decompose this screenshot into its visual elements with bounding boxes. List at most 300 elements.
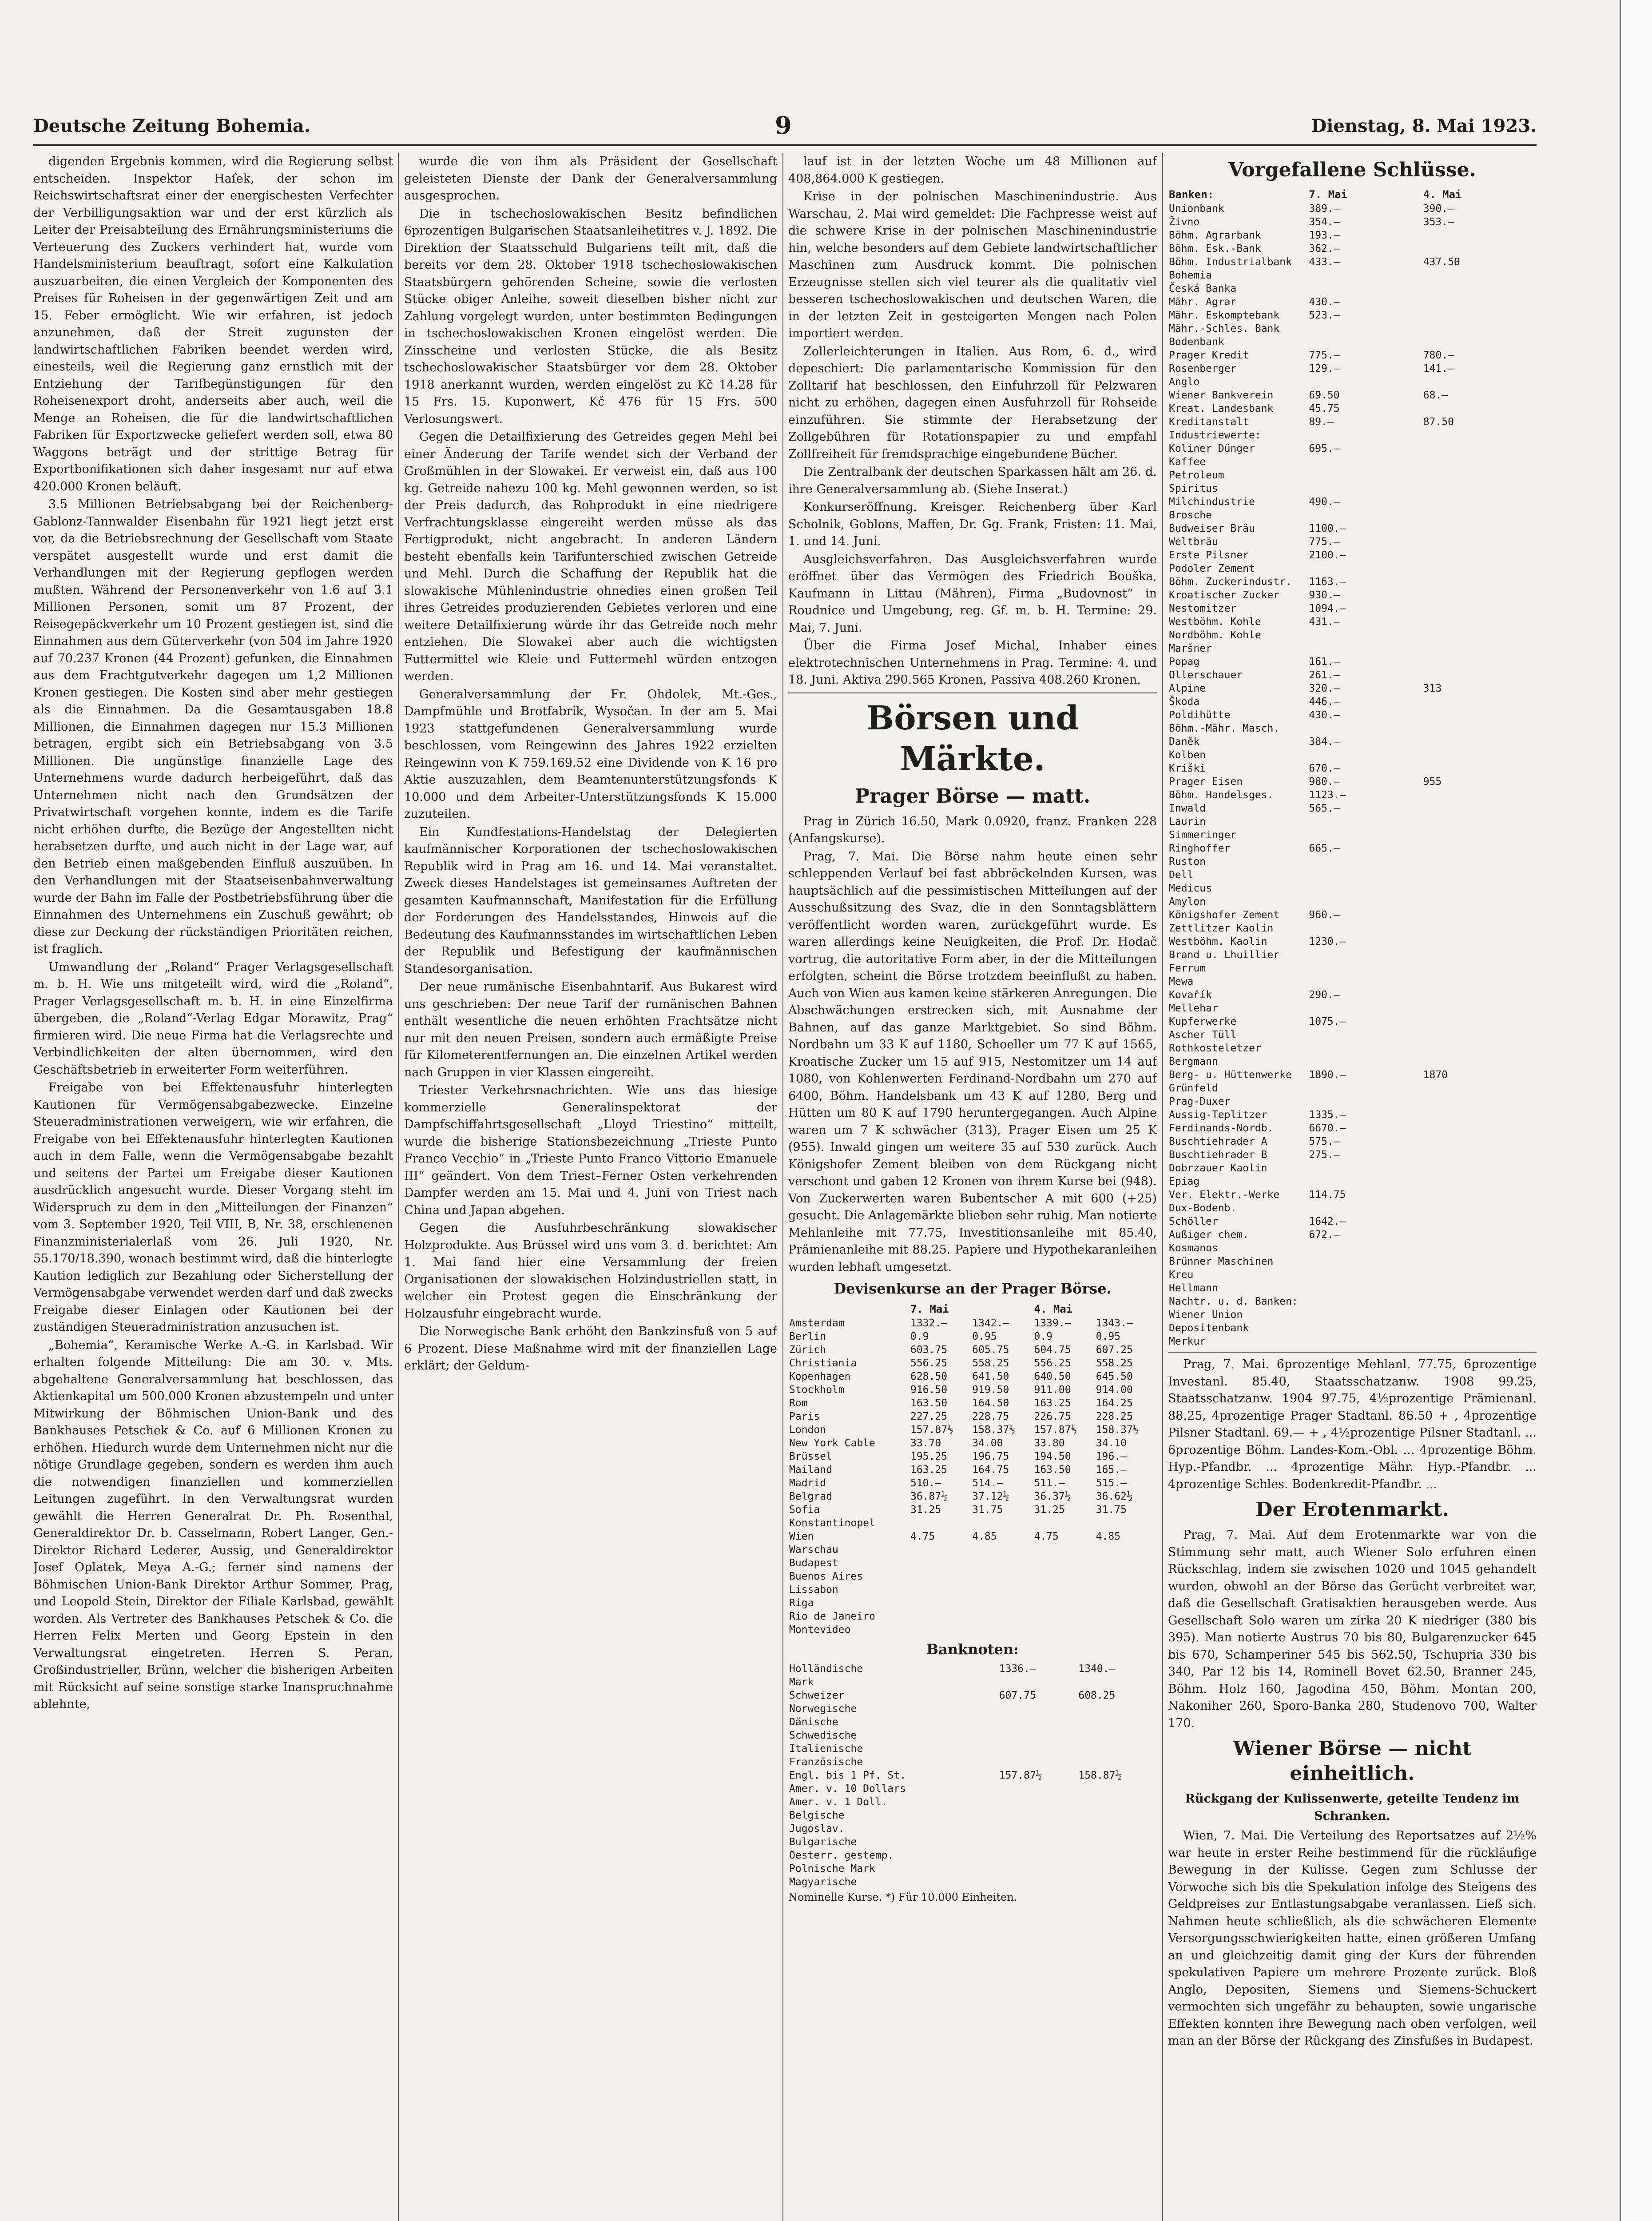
closing-row-value bbox=[1422, 1015, 1537, 1028]
closing-row-label: Prager Eisen bbox=[1169, 776, 1243, 788]
closing-row-value bbox=[1308, 322, 1422, 335]
closing-row-label: Königshofer Zement bbox=[1169, 909, 1280, 921]
closing-row bbox=[1168, 509, 1537, 522]
fx-row-label: Warschau bbox=[789, 1544, 838, 1556]
fx-row-label: Sofia bbox=[789, 1504, 820, 1516]
fx-row bbox=[788, 1530, 1157, 1543]
closing-row-value bbox=[1422, 1082, 1537, 1095]
exotics-report: Prag, 7. Mai. Auf dem Erotenmarkte war von die Stimmung sehr matt, auch Wiener Solo erfuhren einen Rückschlag, indem sie zwischen 1020 und 1045 gehandelt wurden, obwohl an der Börse das Gerücht verbreitet war, daß die Gesellschaft Gratisaktien herausgeben werde. Aus Gesellschaft Solo waren um zirka 20 K niedriger (380 bis 395). Man notierte Austrus 70 bis 80, Bulgarenzucker 645 bis 670, Schamperiner 545 bis 562.50, Tschupria 330 bis 340, Par 12 bis 14, Rominell Bovet 62.50, Branner 245, Böhm. Holz 160, Jagodina 450, Böhm. Montan 200, Nakoniher 260, Sporo-Banka 280, Studenovo 700, Walter 170. bbox=[1168, 1528, 1537, 1730]
banknote-row bbox=[788, 1822, 1157, 1835]
closing-row-label: Brünner Maschinen bbox=[1169, 1256, 1274, 1267]
closing-row-value: 955 bbox=[1423, 776, 1442, 788]
closing-row bbox=[1168, 415, 1537, 429]
closing-row-value bbox=[1422, 495, 1537, 509]
fx-row-value: 4.85 bbox=[1096, 1531, 1121, 1542]
closing-row-value bbox=[1308, 748, 1422, 762]
closing-row bbox=[1168, 629, 1537, 642]
banknote-row-value bbox=[998, 1755, 1078, 1769]
closing-row-value bbox=[1422, 309, 1537, 322]
fx-row-label: Riga bbox=[789, 1597, 814, 1609]
closing-row-value bbox=[1422, 988, 1537, 1002]
closing-row bbox=[1168, 495, 1537, 509]
banknote-row bbox=[788, 1862, 1157, 1875]
closing-row-value bbox=[1422, 762, 1537, 775]
closing-row-label: Škoda bbox=[1169, 696, 1200, 708]
fx-row-value bbox=[971, 1516, 1033, 1530]
banknote-row bbox=[788, 1689, 1157, 1702]
fx-row-value: 510.— bbox=[910, 1477, 941, 1489]
closing-row-value bbox=[1422, 1042, 1537, 1055]
banknote-row bbox=[788, 1809, 1157, 1822]
closing-row-value: 930.— bbox=[1309, 589, 1340, 601]
closing-row-label: Maršner bbox=[1169, 643, 1212, 654]
fx-row bbox=[788, 1556, 1157, 1570]
closing-row bbox=[1168, 1295, 1537, 1308]
banknote-row bbox=[788, 1716, 1157, 1729]
closing-row-value: 980.— bbox=[1309, 776, 1340, 788]
fx-row bbox=[788, 1410, 1157, 1423]
fx-row bbox=[788, 1463, 1157, 1477]
article-paragraph: Gegen die Ausfuhrbeschränkung slowakischer Holzprodukte. Aus Brüssel wird uns vom 3. d. berichtet: Am 1. Mai fand hier eine Versammlung der freien Organisationen der slowakischen Holzindustriellen statt, in welcher ein Protest gegen die Einschränkung der Holzausfuhr eingebracht wurde. bbox=[404, 1221, 777, 1321]
fx-row-value bbox=[909, 1583, 971, 1596]
closing-row-label: Ferdinands-Nordb. bbox=[1169, 1122, 1274, 1134]
fx-row-label: Budapest bbox=[789, 1557, 838, 1569]
banknote-row-value bbox=[1077, 1835, 1157, 1849]
fx-row bbox=[788, 1490, 1157, 1503]
closing-row-label: Kosmanos bbox=[1169, 1242, 1218, 1254]
closing-row-value bbox=[1422, 1095, 1537, 1108]
closing-row-label: Kupferwerke bbox=[1169, 1016, 1237, 1027]
closing-row-label: Rosenberger bbox=[1169, 363, 1237, 374]
banknotes-table bbox=[788, 1662, 1157, 1889]
closing-row-value bbox=[1422, 1028, 1537, 1042]
closing-row-value bbox=[1422, 522, 1537, 535]
closing-row-value bbox=[1422, 975, 1537, 988]
closing-row-label: Ruston bbox=[1169, 856, 1206, 868]
closing-row-value bbox=[1422, 882, 1537, 895]
closing-row-label: Kovařík bbox=[1169, 989, 1212, 1001]
column-2 bbox=[404, 153, 777, 2221]
closing-row-value: 670.— bbox=[1309, 763, 1340, 774]
closing-row bbox=[1168, 402, 1537, 415]
closing-row-value: 433.— bbox=[1309, 256, 1340, 268]
closing-row-value: 275.— bbox=[1309, 1149, 1340, 1161]
closing-row bbox=[1168, 389, 1537, 402]
fx-row-value: 628.50 bbox=[910, 1371, 948, 1382]
closing-row-value: 1230.— bbox=[1309, 936, 1346, 947]
fx-row-value: 556.25 bbox=[910, 1357, 948, 1369]
column-rule bbox=[398, 153, 399, 2221]
fx-row-value: 164.75 bbox=[972, 1464, 1009, 1476]
closing-row-value: 129.— bbox=[1309, 363, 1340, 374]
closing-row bbox=[1168, 922, 1537, 935]
closing-row-value: 446.— bbox=[1309, 696, 1340, 708]
closing-row bbox=[1168, 255, 1537, 269]
fx-row-value: 1343.— bbox=[1096, 1317, 1133, 1329]
closing-row-value: 290.— bbox=[1309, 989, 1340, 1001]
fx-row-value: 0.9 bbox=[1034, 1331, 1053, 1342]
fx-row-value: 196.75 bbox=[972, 1451, 1009, 1462]
closing-row bbox=[1168, 762, 1537, 775]
fx-row bbox=[788, 1596, 1157, 1610]
fx-row bbox=[788, 1583, 1157, 1596]
closing-row-label: Laurin bbox=[1169, 816, 1206, 828]
closing-row-value bbox=[1422, 442, 1537, 455]
article-paragraph: Umwandlung der „Roland“ Prager Verlagsgesellschaft m. b. H. Wie uns mitgeteilt wird, wird die „Roland“, Prager Verlagsgesellschaft m. b. H. in eine Einzelfirma übergeben, die „Roland“-Verlag Edgar Morawitz, Prag“ firmieren wird. Die neue Firma hat die Verlagsrechte und Verbindlichkeiten der alten übernommen, wird den Geschäftsbetrieb in erweiterter Form weiterführen. bbox=[33, 960, 393, 1077]
closing-row-label: Podoler Zement bbox=[1169, 563, 1255, 574]
fx-row-value: 163.50 bbox=[1034, 1464, 1071, 1476]
closing-row-value bbox=[1308, 895, 1422, 908]
closing-row-value: 430.— bbox=[1309, 709, 1340, 721]
fx-row-value: 514.— bbox=[972, 1477, 1003, 1489]
closing-row-label: Böhm. Esk.-Bank bbox=[1169, 243, 1261, 255]
banknote-row-label: Magyarische bbox=[789, 1876, 857, 1888]
closing-row-value bbox=[1308, 1055, 1422, 1068]
fx-row-value bbox=[971, 1556, 1033, 1570]
fx-row-value bbox=[1095, 1583, 1157, 1596]
banknote-row-value bbox=[1077, 1782, 1157, 1795]
closing-row bbox=[1168, 1082, 1537, 1095]
fx-row-value: 31.25 bbox=[1034, 1504, 1065, 1516]
closing-row-label: Prag-Duxer bbox=[1169, 1096, 1231, 1107]
closing-row-value bbox=[1422, 1122, 1537, 1135]
closing-row bbox=[1168, 788, 1537, 802]
fx-row-value: 607.25 bbox=[1096, 1344, 1133, 1356]
closing-row-value bbox=[1422, 695, 1537, 708]
fx-row-value: 31.25 bbox=[910, 1504, 941, 1516]
fx-heading: Devisenkurse an der Prager Börse. bbox=[834, 1280, 1112, 1297]
fx-row-value: 558.25 bbox=[972, 1357, 1009, 1369]
closing-row-label: Kreu bbox=[1169, 1269, 1194, 1281]
fx-row-value: 164.25 bbox=[1096, 1397, 1133, 1409]
closing-row-value bbox=[1422, 842, 1537, 855]
fx-row-value: 157.87½ bbox=[1034, 1424, 1077, 1436]
closing-row bbox=[1168, 1068, 1537, 1082]
closing-row-value bbox=[1422, 335, 1537, 349]
closing-row-label: Milchindustrie bbox=[1169, 496, 1255, 508]
closing-row bbox=[1168, 455, 1537, 469]
fx-row-value bbox=[1095, 1623, 1157, 1636]
banknote-row bbox=[788, 1795, 1157, 1809]
closing-row-value bbox=[1422, 429, 1537, 442]
banknote-row-label: Mark bbox=[789, 1676, 814, 1688]
closing-row bbox=[1168, 708, 1537, 722]
closing-row-value: 1335.— bbox=[1309, 1109, 1346, 1121]
closing-row-value bbox=[1308, 375, 1422, 389]
closing-row-value: 672.— bbox=[1309, 1229, 1340, 1241]
fx-row bbox=[788, 1423, 1157, 1437]
closing-row bbox=[1168, 828, 1537, 842]
closing-row-label: Amylon bbox=[1169, 896, 1206, 908]
closing-row bbox=[1168, 1042, 1537, 1055]
closing-row-value: 1163.— bbox=[1309, 576, 1346, 588]
banknote-row-value: 157.87½ bbox=[999, 1770, 1042, 1781]
closing-row-value bbox=[1422, 922, 1537, 935]
fx-row-value bbox=[909, 1516, 971, 1530]
column-rule bbox=[782, 153, 783, 2221]
closing-row-value: 775.— bbox=[1309, 536, 1340, 548]
closing-row bbox=[1168, 1108, 1537, 1122]
banknote-row-value bbox=[1077, 1755, 1157, 1769]
fx-row-value bbox=[1033, 1596, 1095, 1610]
banknote-row-label: Bulgarische bbox=[789, 1836, 857, 1848]
closing-row-value bbox=[1308, 815, 1422, 828]
closing-row bbox=[1168, 735, 1537, 748]
fx-row bbox=[788, 1543, 1157, 1556]
fx-row-value bbox=[1033, 1516, 1095, 1530]
closing-row-value bbox=[1422, 615, 1537, 629]
closing-row bbox=[1168, 1162, 1537, 1175]
fx-row bbox=[788, 1450, 1157, 1463]
closing-row-label: Rothkosteletzer bbox=[1169, 1043, 1261, 1054]
closing-row-label: Inwald bbox=[1169, 803, 1206, 814]
closing-row-label: Česká Banka bbox=[1169, 283, 1237, 295]
fx-row-value: 163.25 bbox=[910, 1464, 948, 1476]
closing-row bbox=[1168, 535, 1537, 549]
closing-row-value bbox=[1422, 535, 1537, 549]
closing-row-label: Kriški bbox=[1169, 763, 1206, 774]
fx-row-value: 157.87½ bbox=[910, 1424, 953, 1436]
closing-row bbox=[1168, 1002, 1537, 1015]
closing-row-label: Industriewerte: bbox=[1169, 430, 1261, 441]
closing-row bbox=[1168, 1282, 1537, 1295]
paper-name: Deutsche Zeitung Bohemia. bbox=[33, 115, 310, 136]
closing-row-value bbox=[1308, 1255, 1422, 1268]
banknote-row-value bbox=[998, 1875, 1078, 1889]
closing-row-label: Aussig-Teplitzer bbox=[1169, 1109, 1267, 1121]
closing-row-value bbox=[1422, 1321, 1537, 1335]
fx-row-value: 914.00 bbox=[1096, 1384, 1133, 1396]
closing-row-label: Kaffee bbox=[1169, 456, 1206, 468]
closing-row bbox=[1168, 522, 1537, 535]
fx-row-value: 603.75 bbox=[910, 1344, 948, 1356]
banknote-row-value bbox=[1077, 1822, 1157, 1835]
fx-row-label: Konstantinopel bbox=[789, 1517, 875, 1529]
banknotes-body bbox=[788, 1662, 1157, 1889]
fx-row-label: Buenos Aires bbox=[789, 1571, 863, 1582]
article-paragraph: Generalversammlung der Fr. Ohdolek, Mt.-Ges., Dampfmühle und Brotfabrik, Wysočan. In der am 5. Mai 1923 stattgefundenen Generalversammlung wurde beschlossen, vom Reingewinn des Jahres 1922 erzielten Reingewinn von K 759.169.52 eine Dividende von K 16 pro Aktie auszuzahlen, dem Beamtenunterstützungsfonds K 10.000 und dem Arbeiter-Unterstützungsfonds K 15.000 zuzuteilen. bbox=[404, 687, 777, 821]
closing-row-value bbox=[1308, 922, 1422, 935]
fx-row-value: 195.25 bbox=[910, 1451, 948, 1462]
closing-row-label: Mähr. Eskomptebank bbox=[1169, 310, 1280, 321]
fx-row-label: Zürich bbox=[789, 1344, 826, 1356]
closing-row-value: 1075.— bbox=[1309, 1016, 1346, 1027]
fx-row-value bbox=[971, 1570, 1033, 1583]
fx-row-value: 605.75 bbox=[972, 1344, 1009, 1356]
closing-row-value: 490.— bbox=[1309, 496, 1340, 508]
banknote-row-value bbox=[1077, 1729, 1157, 1742]
closing-row-label: Kroatischer Zucker bbox=[1169, 589, 1280, 601]
fx-row-value bbox=[909, 1556, 971, 1570]
closing-row-value bbox=[1422, 242, 1537, 255]
fx-row-label: London bbox=[789, 1424, 826, 1436]
article-paragraph: Freigabe von bei Effektenausfuhr hinterlegten Kautionen für Vermögensabgabezwecke. Einzelne Steueradministrationen verweigern, wie wir erfahren, die Freigabe von bei Effektenausfuhr hinterlegten Kautionen auch in dem Falle, wenn die Vermögensabgabe bezahlt und seitens der Partei um Freigabe dieser Kautionen ausdrücklich angesucht wurde. Dieser Vorgang steht im Widerspruch zu dem in den „Mitteilungen der Finanzen“ vom 3. September 1920, Teil VIII, B, Nr. 38, erschienenen Finanzministerialerlaß vom 26. Juli 1920, Nr. 55.170/18.390, wonach bestimmt wird, daß die hinterlegte Kaution lediglich zur Bezahlung oder Sicherstellung der Vermögensabgabe verwendet werden darf und daß zwecks Freigabe dieser Einlagen oder Kautionen bei der zuständigen Steueradministration anzusuchen ist. bbox=[33, 1081, 393, 1334]
prague-report: Prag, 7. Mai. Die Börse nahm heute einen sehr schleppenden Verlauf bei fast abbröckelnden Kursen, was hauptsächlich auf die pessimistischen Mitteilungen auf der Ausschußsitzung des Svaz, die in den Sonntagsblättern veröffentlicht worden waren, zurückgeführt wurde. Es waren allerdings keine Neuigkeiten, die Prof. Dr. Hodač vortrug, die autoritative Form aber, in der die Mitteilungen erfolgten, scheint die Börse trotzdem beeinflußt zu haben. Auch von Wien aus kamen keine stärkeren Anregungen. Die Abschwächungen erstrecken sich, mit Ausnahme der Bahnen, auf das ganze Marktgebiet. So sind Böhm. Nordbahn um 33 K auf 1180, Schoeller um 77 K auf 1565, Kroatische Zucker um 15 auf 915, Nestomitzer um 14 auf 1080, von Kohlenwerten Ferdinand-Nordbahn um 270 auf 6400, Böhm. Handelsbank um 43 K auf 1280, Berg und Hütten um 80 K auf 1790 heruntergegangen. Auch Alpine waren um 7 K schwächer (313), Prager Eisen um 25 K (955). Inwald gingen um weitere 35 auf 530 zurück. Auch Königshofer Zement bleiben von dem Rückgang nicht verschont und gaben 12 Kronen von ihrem Kurse bei (948). Von Zuckerwerten waren Bubentscher A mit 600 (+25) gesucht. Die Anlagemärkte blieben sehr ruhig. Man notierte Mehlanleihe mit 77.75, Investitionsanleihe mit 85.40, Prämienanleihe mit 88.25. Papiere und Hypothekaranleihen wurden lebhaft umgesetzt. bbox=[788, 849, 1157, 1274]
fx-row-value: 34.00 bbox=[972, 1437, 1003, 1449]
closing-row-label: Spiritus bbox=[1169, 483, 1218, 494]
fx-row-value: 641.50 bbox=[972, 1371, 1009, 1382]
banknote-row-value: 608.25 bbox=[1078, 1690, 1116, 1701]
fx-row-value bbox=[971, 1596, 1033, 1610]
closing-row-value bbox=[1308, 1268, 1422, 1282]
banknote-row bbox=[788, 1729, 1157, 1742]
closing-row-value bbox=[1308, 562, 1422, 575]
fx-row-value: 228.75 bbox=[972, 1411, 1009, 1422]
closing-row-label: Böhm.-Mähr. Masch. bbox=[1169, 723, 1280, 734]
banknote-row bbox=[788, 1849, 1157, 1862]
article-paragraph: lauf ist in der letzten Woche um 48 Millionen auf 408,864.000 K gestiegen. bbox=[788, 155, 1157, 186]
closing-row-value bbox=[1422, 295, 1537, 309]
closing-row-label: Berg- u. Hüttenwerke bbox=[1169, 1069, 1292, 1081]
closing-row-label: Nachtr. u. d. Banken: bbox=[1169, 1296, 1298, 1307]
fx-row-value: 31.75 bbox=[972, 1504, 1003, 1516]
closing-row-label: Buschtiehrader A bbox=[1169, 1136, 1267, 1147]
fx-row-value: 158.37½ bbox=[972, 1424, 1016, 1436]
closing-row bbox=[1168, 1215, 1537, 1228]
closing-row-label: Depositenbank bbox=[1169, 1322, 1249, 1334]
banknote-row-value bbox=[1077, 1809, 1157, 1822]
closing-row-label: Ver. Elektr.-Werke bbox=[1169, 1189, 1280, 1201]
closing-row-value bbox=[1308, 962, 1422, 975]
vienna-subheading: Rückgang der Kulissenwerte, geteilte Tendenz im Schranken. bbox=[1185, 1792, 1520, 1823]
banknote-row bbox=[788, 1702, 1157, 1716]
closing-row-value: 695.— bbox=[1309, 443, 1340, 454]
closing-row bbox=[1168, 309, 1537, 322]
banknote-row-value bbox=[998, 1729, 1078, 1742]
closing-row bbox=[1168, 615, 1537, 629]
fx-row-value bbox=[971, 1583, 1033, 1596]
fx-row bbox=[788, 1317, 1157, 1330]
banknote-row-label: Französische bbox=[789, 1756, 863, 1768]
closing-row-label: Erste Pilsner bbox=[1169, 549, 1249, 561]
fx-row-value: 196.— bbox=[1096, 1451, 1127, 1462]
fx-row-value bbox=[1095, 1556, 1157, 1570]
closing-row-value bbox=[1308, 482, 1422, 495]
closing-row-value bbox=[1422, 935, 1537, 948]
closing-row-value bbox=[1308, 855, 1422, 868]
closing-row bbox=[1168, 362, 1537, 375]
closing-row-value bbox=[1422, 788, 1537, 802]
closing-row-value: 354.— bbox=[1309, 216, 1340, 228]
closing-row-value: 1123.— bbox=[1309, 789, 1346, 801]
closing-row-value bbox=[1422, 1108, 1537, 1122]
fx-row bbox=[788, 1516, 1157, 1530]
closing-row-label: Prager Kredit bbox=[1169, 350, 1249, 361]
fx-row-value: 163.25 bbox=[1034, 1397, 1071, 1409]
article-paragraph: 3.5 Millionen Betriebsabgang bei der Reichenberg-Gablonz-Tannwalder Eisenbahn für 1921 liegt jetzt erst vor, da die Betriebsrechnung der Gesellschaft vom Staate verspätet ausgestellt wurde und erst damit die Verhandlungen mit der Regierung gepflogen werden mußten. Während der Personenverkehr von 1.6 auf 3.1 Millionen Personen, somit um 87 Prozent, der Reisegepäckverkehr um 10 Prozent gestiegen ist, sind die Einnahmen aus dem Güterverkehr (von 504 im Jahre 1920 auf 70.237 Kronen (44 Prozent) gefunken, die Einnahmen aus dem Frachtgutverkehr dagegen um 1,2 Millionen Kronen gestiegen. Die Kosten sind aber mehr gestiegen als die Einnahmen. Da die Gesamtausgaben 18.8 Millionen, die Einnahmen dagegen nur 15.3 Millionen betragen, ergibt sich ein Betriebsabgang von 3.5 Millionen. Die ungünstige finanzielle Lage des Unternehmens wurde dadurch herbeigeführt, daß das Unternehmen nicht nach den Grundsätzen der Privatwirtschaft vorgehen konnte, indem es die Tarife nicht erhöhen durfte, die Bezüge der Angestellten nicht herabsetzen durfte, und auch nicht in der Lage war, auf den Betrieb einen maßgebenden Einfluß auszuüben. In den Verhandlungen mit der Staatseisenbahnverwaltung wurde der Bahn im Falle der Postbetriebsführung über die Einnahmen des Unternehmens ein Zuschuß gewährt; ob diese zur Deckung der rückständigen Prioritäten reichen, ist fraglich. bbox=[33, 498, 393, 956]
closing-row bbox=[1168, 842, 1537, 855]
fx-row-label: Madrid bbox=[789, 1477, 826, 1489]
closing-row-value bbox=[1422, 1148, 1537, 1162]
closing-row bbox=[1168, 1028, 1537, 1042]
banknote-row-value bbox=[1077, 1862, 1157, 1875]
fx-col-7: 7. Mai bbox=[910, 1303, 949, 1315]
prague-rates: Prag in Zürich 16.50, Mark 0.0920, franz. Franken 228 (Anfangskurse). bbox=[788, 814, 1157, 845]
closing-row-value bbox=[1308, 282, 1422, 295]
fx-row-value: 556.25 bbox=[1034, 1357, 1071, 1369]
fx-row-label: Paris bbox=[789, 1411, 820, 1422]
fx-row bbox=[788, 1357, 1157, 1370]
fx-row-value: 36.37½ bbox=[1034, 1491, 1071, 1502]
banknote-row-label: Italienische bbox=[789, 1743, 863, 1755]
closing-row-value bbox=[1422, 735, 1537, 748]
closing-row-value bbox=[1308, 455, 1422, 469]
fx-row-value bbox=[1033, 1623, 1095, 1636]
closing-row-label: Daněk bbox=[1169, 736, 1200, 748]
closing-row-value bbox=[1308, 335, 1422, 349]
banknote-row-label: Oesterr. gestemp. bbox=[789, 1850, 894, 1861]
closing-row bbox=[1168, 1308, 1537, 1321]
closing-row-label: Böhm. Handelsges. bbox=[1169, 789, 1274, 801]
fx-row-value: 1339.— bbox=[1034, 1317, 1071, 1329]
article-paragraph: Die Zentralbank der deutschen Sparkassen hält am 26. d. ihre Generalversammlung ab. (Siehe Inserat.) bbox=[788, 465, 1157, 496]
closing-row bbox=[1168, 642, 1537, 655]
fx-row-value bbox=[909, 1543, 971, 1556]
banknote-row-value bbox=[1077, 1875, 1157, 1889]
closing-row-value: 261.— bbox=[1309, 669, 1340, 681]
closing-row bbox=[1168, 469, 1537, 482]
closing-row-value bbox=[1422, 1202, 1537, 1215]
closing-row-label: Petroleum bbox=[1169, 470, 1224, 481]
masthead bbox=[33, 111, 1537, 146]
closing-row-label: Ringhoffer bbox=[1169, 843, 1231, 854]
banknote-row-value: 607.75 bbox=[999, 1690, 1036, 1701]
closing-row bbox=[1168, 935, 1537, 948]
fx-row-value bbox=[1095, 1543, 1157, 1556]
fx-row-value: 36.62½ bbox=[1096, 1491, 1133, 1502]
fx-row bbox=[788, 1503, 1157, 1516]
closing-row bbox=[1168, 602, 1537, 615]
banknote-row bbox=[788, 1875, 1157, 1889]
closing-row-value bbox=[1422, 549, 1537, 562]
fx-row-value: 640.50 bbox=[1034, 1371, 1071, 1382]
fx-row-value: 158.37½ bbox=[1096, 1424, 1139, 1436]
closing-row-value bbox=[1308, 1202, 1422, 1215]
closing-row-value bbox=[1308, 1175, 1422, 1188]
closing-row bbox=[1168, 855, 1537, 868]
closing-row bbox=[1168, 1148, 1537, 1162]
closing-row-label: Mewa bbox=[1169, 976, 1194, 987]
closing-row-value: 780.— bbox=[1423, 350, 1454, 361]
fx-row-label: Mailand bbox=[789, 1464, 832, 1476]
closing-row-label: Nordböhm. Kohle bbox=[1169, 629, 1261, 641]
banknote-row-value bbox=[998, 1862, 1078, 1875]
fx-row-value: 4.85 bbox=[972, 1531, 997, 1542]
closing-row bbox=[1168, 882, 1537, 895]
closing-row-value: 431.— bbox=[1309, 616, 1340, 628]
fx-footnote: Nominelle Kurse. *) Für 10.000 Einheiten. bbox=[788, 1891, 1017, 1903]
fx-row-value: 919.50 bbox=[972, 1384, 1009, 1396]
closing-row-value: 313 bbox=[1423, 683, 1442, 694]
closing-row-label: Dell bbox=[1169, 869, 1194, 881]
banknote-row-value bbox=[998, 1702, 1078, 1716]
banknote-row-value bbox=[1077, 1676, 1157, 1689]
closing-row-value bbox=[1422, 748, 1537, 762]
fx-row-value: 511.— bbox=[1034, 1477, 1065, 1489]
article-paragraph: Zollerleichterungen in Italien. Aus Rom, 6. d., wird depeschiert: Die parlamentarische Kommission für den Zolltarif hat beschlossen, den Einfuhrzoll für Pelzwaren nicht zu erhöhen, dagegen einen Ausfuhrzoll für Rohseide einzuführen. Sie stimmte der Herabsetzung der Zollgebühren für Rotationspapier zu und empfahl Zollfreiheit für fremdsprachige eingebundene Bücher. bbox=[788, 344, 1157, 461]
closing-row bbox=[1168, 429, 1537, 442]
closing-row-label: Alpine bbox=[1169, 683, 1206, 694]
fx-row-value bbox=[1033, 1570, 1095, 1583]
fx-row-value: 33.70 bbox=[910, 1437, 941, 1449]
fx-row bbox=[788, 1370, 1157, 1383]
banknote-row-label: Norwegische bbox=[789, 1703, 857, 1715]
closing-row-value: 193.— bbox=[1309, 230, 1340, 241]
vienna-report: Wien, 7. Mai. Die Verteilung des Reportsatzes auf 2½% war heute in erster Reihe bestimmend für die rückläufige Bewegung in der Kulisse. Gegen zum Schlusse der Vorwoche sich bis die Spekulation infolge des Steigens des Geldpreises zur Entlastungsabgabe veranlassen. Ließ sich. Nahmen heute schließlich, als die schwächeren Elemente Versorgungsschwierigkeiten hatte, einen größeren Umfang an und gleichzeitig damit ging der Kurs der führenden spekulativen Papiere um mehrere Prozente zurück. Bloß Anglo, Depositen, Siemens und Siemens-Schuckert vermochten sich ungefähr zu behaupten, sowie ungarische Effekten konnten ihre Bewegung nach oben verfolgen, weil man an der Börse der Rückgang des Zinsfußes in Budapest. bbox=[1168, 1829, 1537, 2048]
fx-row bbox=[788, 1477, 1157, 1490]
closing-row-label: Popag bbox=[1169, 656, 1200, 668]
closing-row-value bbox=[1308, 429, 1422, 442]
